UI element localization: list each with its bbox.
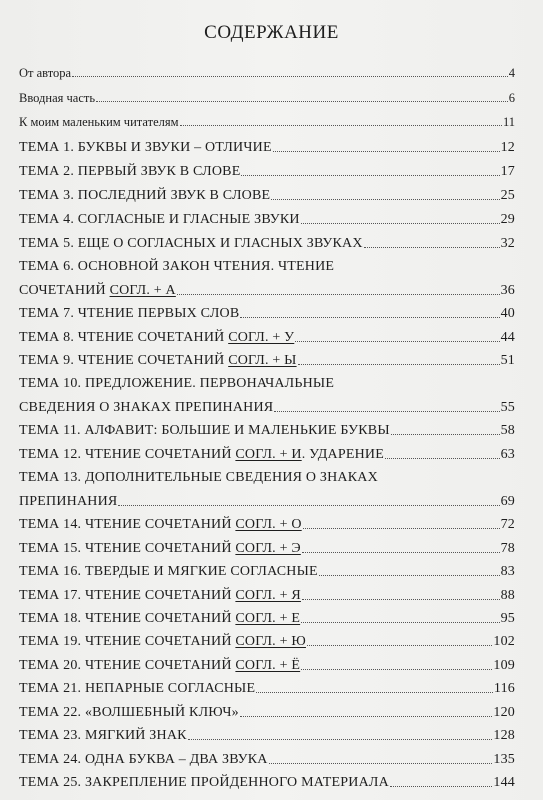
page-title: СОДЕРЖАНИЕ (204, 22, 339, 43)
entry-prefix: ТЕМА 14. ЧТЕНИЕ СОЧЕТАНИЙ (19, 517, 232, 532)
dot-leader (177, 294, 500, 295)
entry-label: ТЕМА 16. ТВЕРДЫЕ И МЯГКИЕ СОГЛАСНЫЕ (19, 564, 318, 579)
toc-entry-theme-19[interactable] (19, 634, 515, 650)
dot-leader (385, 458, 500, 459)
entry-label (19, 330, 294, 346)
toc-entry-theme-17[interactable] (19, 588, 515, 604)
combination-underlined: СОГЛ. + Е (235, 611, 301, 626)
toc-entry-theme-7[interactable] (19, 306, 515, 322)
entry-label (19, 517, 302, 533)
entry-label: Вводная часть (19, 91, 96, 105)
page-number: 29 (500, 212, 515, 227)
entry-prefix: ТЕМА 8. ЧТЕНИЕ СОЧЕТАНИЙ (19, 330, 225, 345)
entry-label: ТЕМА 11. АЛФАВИТ: БОЛЬШИЕ И МАЛЕНЬКИЕ БУКВЫ (19, 423, 390, 438)
dot-leader (269, 763, 493, 764)
toc-entry-theme-6[interactable] (19, 283, 515, 299)
page-number: 63 (500, 447, 515, 462)
dot-leader (319, 575, 500, 576)
entry-label (19, 541, 301, 557)
page-number: 144 (493, 775, 515, 790)
toc-entry-theme-2[interactable] (19, 164, 515, 180)
page-number: 69 (500, 494, 515, 509)
entry-label (19, 634, 306, 650)
page-number: 40 (500, 306, 515, 321)
dot-leader (188, 739, 493, 740)
entry-label: ТЕМА 3. ПОСЛЕДНИЙ ЗВУК В СЛОВЕ (19, 188, 271, 203)
dot-leader (118, 505, 499, 506)
page-number: 72 (500, 517, 515, 532)
toc-entry-theme-23[interactable] (19, 728, 515, 744)
dot-leader (364, 247, 500, 248)
page-number: 32 (500, 236, 515, 251)
toc-entry-to-readers[interactable] (19, 115, 515, 130)
dot-leader (303, 528, 500, 529)
entry-prefix: ТЕМА 20. ЧТЕНИЕ СОЧЕТАНИЙ (19, 658, 232, 673)
entry-label: ТЕМА 21. НЕПАРНЫЕ СОГЛАСНЫЕ (19, 681, 256, 696)
dot-leader (271, 199, 499, 200)
page-number: 55 (500, 400, 515, 415)
page-number: 102 (493, 634, 515, 649)
page-number: 12 (500, 140, 515, 155)
entry-label: ТЕМА 5. ЕЩЕ О СОГЛАСНЫХ И ГЛАСНЫХ ЗВУКАХ (19, 236, 363, 251)
entry-label (19, 611, 300, 627)
dot-leader (391, 434, 500, 435)
dot-leader (241, 175, 499, 176)
toc-entry-theme-4[interactable] (19, 212, 515, 228)
page-number: 88 (500, 588, 515, 603)
dot-leader (298, 364, 500, 365)
entry-label: К моим маленьким читателям (19, 115, 179, 129)
dot-leader (295, 341, 499, 342)
entry-label: ТЕМА 7. ЧТЕНИЕ ПЕРВЫХ СЛОВ (19, 306, 240, 321)
dot-leader (256, 692, 493, 693)
entry-prefix: СОЧЕТАНИЙ (19, 283, 106, 298)
entry-label: ТЕМА 4. СОГЛАСНЫЕ И ГЛАСНЫЕ ЗВУКИ (19, 212, 300, 227)
toc-entry-theme-12[interactable] (19, 447, 515, 463)
dot-leader (72, 76, 508, 77)
entry-label: ТЕМА 1. БУКВЫ И ЗВУКИ – ОТЛИЧИЕ (19, 140, 272, 155)
dot-leader (301, 622, 499, 623)
combination-underlined: СОГЛ. + Ю (235, 634, 306, 649)
page-number: 116 (493, 681, 515, 696)
entry-suffix: . УДАРЕНИЕ (301, 447, 384, 462)
page-number: 6 (508, 91, 515, 105)
toc-entry-theme-22[interactable] (19, 705, 515, 721)
toc-entry-theme-8[interactable] (19, 330, 515, 346)
dot-leader (301, 669, 492, 670)
combination-underlined: СОГЛ. + Ы (228, 353, 297, 368)
entry-label: ТЕМА 2. ПЕРВЫЙ ЗВУК В СЛОВЕ (19, 164, 241, 179)
toc-entry-theme-13-line1: ТЕМА 13. ДОПОЛНИТЕЛЬНЫЕ СВЕДЕНИЯ О ЗНАКАХ (19, 470, 378, 485)
toc-entry-theme-5[interactable] (19, 236, 515, 252)
toc-entry-theme-21[interactable] (19, 681, 515, 697)
entry-label: ТЕМА 25. ЗАКРЕПЛЕНИЕ ПРОЙДЕННОГО МАТЕРИАЛА (19, 775, 389, 790)
entry-prefix: ТЕМА 9. ЧТЕНИЕ СОЧЕТАНИЙ (19, 353, 225, 368)
entry-label (19, 588, 301, 604)
dot-leader (302, 552, 500, 553)
toc-entry-theme-18[interactable] (19, 611, 515, 627)
toc-entry-theme-13[interactable] (19, 494, 515, 510)
dot-leader (390, 786, 492, 787)
toc-entry-theme-9[interactable] (19, 353, 515, 369)
entry-prefix: ТЕМА 17. ЧТЕНИЕ СОЧЕТАНИЙ (19, 588, 232, 603)
dot-leader (302, 599, 500, 600)
page-number: 128 (493, 728, 515, 743)
entry-label (19, 658, 300, 674)
page-number: 17 (500, 164, 515, 179)
entry-label: ТЕМА 22. «ВОЛШЕБНЫЙ КЛЮЧ» (19, 705, 239, 720)
entry-prefix: ТЕМА 18. ЧТЕНИЕ СОЧЕТАНИЙ (19, 611, 232, 626)
combination-underlined: СОГЛ. + Ё (235, 658, 301, 673)
page-number: 44 (500, 330, 515, 345)
entry-label (19, 447, 384, 463)
toc-entry-theme-6-line1: ТЕМА 6. ОСНОВНОЙ ЗАКОН ЧТЕНИЯ. ЧТЕНИЕ (19, 259, 335, 274)
toc-entry-theme-16[interactable] (19, 564, 515, 580)
dot-leader (307, 645, 492, 646)
combination-underlined: СОГЛ. + О (235, 517, 302, 532)
page-number: 4 (508, 66, 515, 80)
dot-leader (240, 317, 499, 318)
combination-underlined: СОГЛ. + Я (235, 588, 301, 603)
combination-underlined: СОГЛ. + А (109, 283, 176, 298)
page-number: 120 (493, 705, 515, 720)
dot-leader (274, 411, 499, 412)
entry-label: ПРЕПИНАНИЯ (19, 494, 118, 509)
toc-entry-theme-10[interactable] (19, 400, 515, 416)
combination-underlined: СОГЛ. + И (235, 447, 302, 462)
dot-leader (180, 125, 502, 126)
entry-prefix: ТЕМА 12. ЧТЕНИЕ СОЧЕТАНИЙ (19, 447, 232, 462)
dot-leader (240, 716, 493, 717)
entry-label (19, 353, 297, 369)
page-number: 78 (500, 541, 515, 556)
entry-label: От автора (19, 66, 72, 80)
page-number: 109 (493, 658, 515, 673)
toc-entry-theme-1[interactable] (19, 140, 515, 156)
toc-entry-theme-15[interactable] (19, 541, 515, 557)
entry-label: СВЕДЕНИЯ О ЗНАКАХ ПРЕПИНАНИЯ (19, 400, 274, 415)
entry-label: ТЕМА 23. МЯГКИЙ ЗНАК (19, 728, 187, 743)
toc-entry-theme-10-line1: ТЕМА 10. ПРЕДЛОЖЕНИЕ. ПЕРВОНАЧАЛЬНЫЕ (19, 376, 335, 391)
toc-entry-theme-3[interactable] (19, 188, 515, 204)
toc-entry-from-author[interactable] (19, 66, 515, 81)
entry-prefix: ТЕМА 15. ЧТЕНИЕ СОЧЕТАНИЙ (19, 541, 232, 556)
combination-underlined: СОГЛ. + У (228, 330, 295, 345)
entry-prefix: ТЕМА 19. ЧТЕНИЕ СОЧЕТАНИЙ (19, 634, 232, 649)
dot-leader (301, 223, 500, 224)
dot-leader (96, 101, 508, 102)
toc-entry-introduction[interactable] (19, 91, 515, 106)
toc-entry-theme-14[interactable] (19, 517, 515, 533)
page-number: 36 (500, 283, 515, 298)
page-number: 83 (500, 564, 515, 579)
entry-label (19, 283, 176, 299)
page-number: 58 (500, 423, 515, 438)
toc-entry-theme-24[interactable] (19, 752, 515, 768)
toc-entry-theme-25[interactable] (19, 775, 515, 791)
page-number: 95 (500, 611, 515, 626)
toc-entry-theme-20[interactable] (19, 658, 515, 674)
page-number: 51 (500, 353, 515, 368)
toc-entry-theme-11[interactable] (19, 423, 515, 439)
page-number: 25 (500, 188, 515, 203)
combination-underlined: СОГЛ. + Э (235, 541, 301, 556)
page-number: 135 (493, 752, 515, 767)
page-number: 11 (502, 115, 515, 129)
dot-leader (273, 151, 500, 152)
entry-label: ТЕМА 24. ОДНА БУКВА – ДВА ЗВУКА (19, 752, 268, 767)
